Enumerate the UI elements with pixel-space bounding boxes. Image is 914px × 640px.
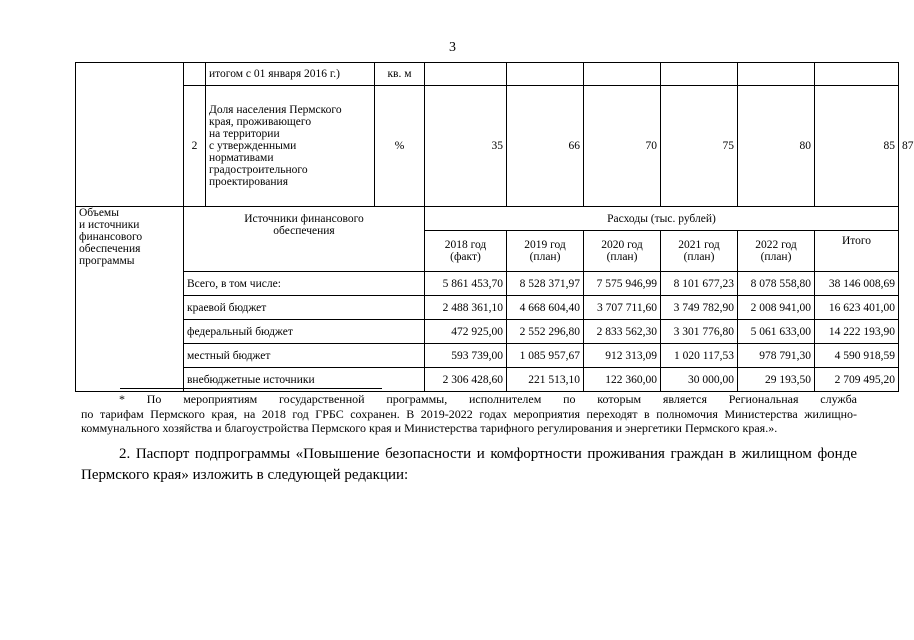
value-cell: 66 <box>507 86 584 207</box>
footnote <box>81 392 857 436</box>
row-num-cell <box>184 63 206 86</box>
unit-cell: % <box>375 86 425 207</box>
body-paragraph: 2. Паспорт подпрограммы «Повышение безопасности и комфортности проживания граждан в жилищном фонде Пермского края» изложить в следующей редакции: <box>81 446 857 483</box>
amount-cell: 2 488 361,10 <box>425 296 507 320</box>
source-label: внебюджетные источники <box>184 368 425 392</box>
amount-cell: 8 078 558,80 <box>738 272 815 296</box>
table-row-share: 2 Доля населения Пермского края, проживающего на территории с утвержденными нормативами градостроительного проектирования % 35 66 70 75 80 85 87 <box>76 86 899 207</box>
empty-section-cell <box>76 63 184 207</box>
value-cell: 75 <box>661 86 738 207</box>
unit-cell: кв. м <box>375 63 425 86</box>
table-row <box>76 320 899 344</box>
amount-cell: 8 101 677,23 <box>661 272 738 296</box>
source-label: местный бюджет <box>184 344 425 368</box>
amount-cell: 2 306 428,60 <box>425 368 507 392</box>
source-label: федеральный бюджет <box>184 320 425 344</box>
source-label: краевой бюджет <box>184 296 425 320</box>
amount-cell: 2 833 562,30 <box>584 320 661 344</box>
amount-cell: 8 528 371,97 <box>507 272 584 296</box>
amount-cell: 3 749 782,90 <box>661 296 738 320</box>
indicator-label-cont: итогом с 01 января 2016 г.) <box>206 63 375 86</box>
year-header: 2019 год (план) <box>507 231 584 272</box>
amount-cell: 3 707 711,60 <box>584 296 661 320</box>
amount-cell: 221 513,10 <box>507 368 584 392</box>
amount-cell: 4 590 918,59 <box>815 344 899 368</box>
indicator-label-line: проектирования <box>209 176 288 188</box>
year-header: 2022 год (план) <box>738 231 815 272</box>
amount-cell: 978 791,30 <box>738 344 815 368</box>
table-row <box>76 272 899 296</box>
amount-cell: 5 061 633,00 <box>738 320 815 344</box>
amount-cell: 912 313,09 <box>584 344 661 368</box>
indicator-label <box>206 86 375 207</box>
amount-cell: 2 552 296,80 <box>507 320 584 344</box>
amount-cell: 1 085 957,67 <box>507 344 584 368</box>
indicator-label-line: края, проживающего <box>209 116 312 128</box>
year-header: 2020 год (план) <box>584 231 661 272</box>
program-passport-table <box>75 62 914 392</box>
indicator-label-line: градостроительного <box>209 164 308 176</box>
amount-cell: 122 360,00 <box>584 368 661 392</box>
indicator-label-line: нормативами <box>209 152 274 164</box>
value-cell: 35 <box>425 86 507 207</box>
amount-cell: 30 000,00 <box>661 368 738 392</box>
amount-cell: 29 193,50 <box>738 368 815 392</box>
table-row <box>76 344 899 368</box>
value-cell: 70 <box>584 86 661 207</box>
finance-header-row <box>76 207 899 231</box>
amount-cell: 4 668 604,40 <box>507 296 584 320</box>
page-number: 3 <box>449 40 456 55</box>
year-header: 2021 год (план) <box>661 231 738 272</box>
table-row <box>76 296 899 320</box>
amount-cell: 2 008 941,00 <box>738 296 815 320</box>
amount-cell: 5 861 453,70 <box>425 272 507 296</box>
indicator-label-line: Доля населения Пермского <box>209 104 342 116</box>
amount-cell: 1 020 117,53 <box>661 344 738 368</box>
footnote-rule <box>120 388 382 389</box>
value-cell: 80 <box>738 86 815 207</box>
indicator-label-line: на территории <box>209 128 280 140</box>
total-header: Итого <box>815 231 899 272</box>
value-cell: 85 <box>815 86 899 207</box>
amount-cell: 2 709 495,20 <box>815 368 899 392</box>
year-header: 2018 год (факт) <box>425 231 507 272</box>
amount-cell: 593 739,00 <box>425 344 507 368</box>
footnote-line: * По мероприятиям государственной программы, исполнителем по которым является Региональная служба <box>119 392 857 406</box>
footnote-text: по тарифам Пермского края, на 2018 год ГРБС сохранен. В 2019-2022 годах мероприятия переходят в полномочия Министерства жилищно-коммунального хозяйства и благоустройства Пермского края и Министерства тарифного регулирования и энергетики Пермского края.». <box>81 406 857 435</box>
amount-cell: 16 623 401,00 <box>815 296 899 320</box>
amount-cell: 3 301 776,80 <box>661 320 738 344</box>
finance-section-label: Объемы и источники финансового обеспечения программы <box>76 207 184 392</box>
amount-cell: 472 925,00 <box>425 320 507 344</box>
table-row-units <box>76 63 899 86</box>
amount-cell: 7 575 946,99 <box>584 272 661 296</box>
row-num-cell: 2 <box>184 86 206 207</box>
amount-cell: 38 146 008,69 <box>815 272 899 296</box>
sources-header: Источники финансового обеспечения <box>184 207 425 272</box>
amount-cell: 14 222 193,90 <box>815 320 899 344</box>
expenses-header: Расходы (тыс. рублей) <box>425 207 899 231</box>
source-label: Всего, в том числе: <box>184 272 425 296</box>
indicator-label-line: с утвержденными <box>209 140 297 152</box>
